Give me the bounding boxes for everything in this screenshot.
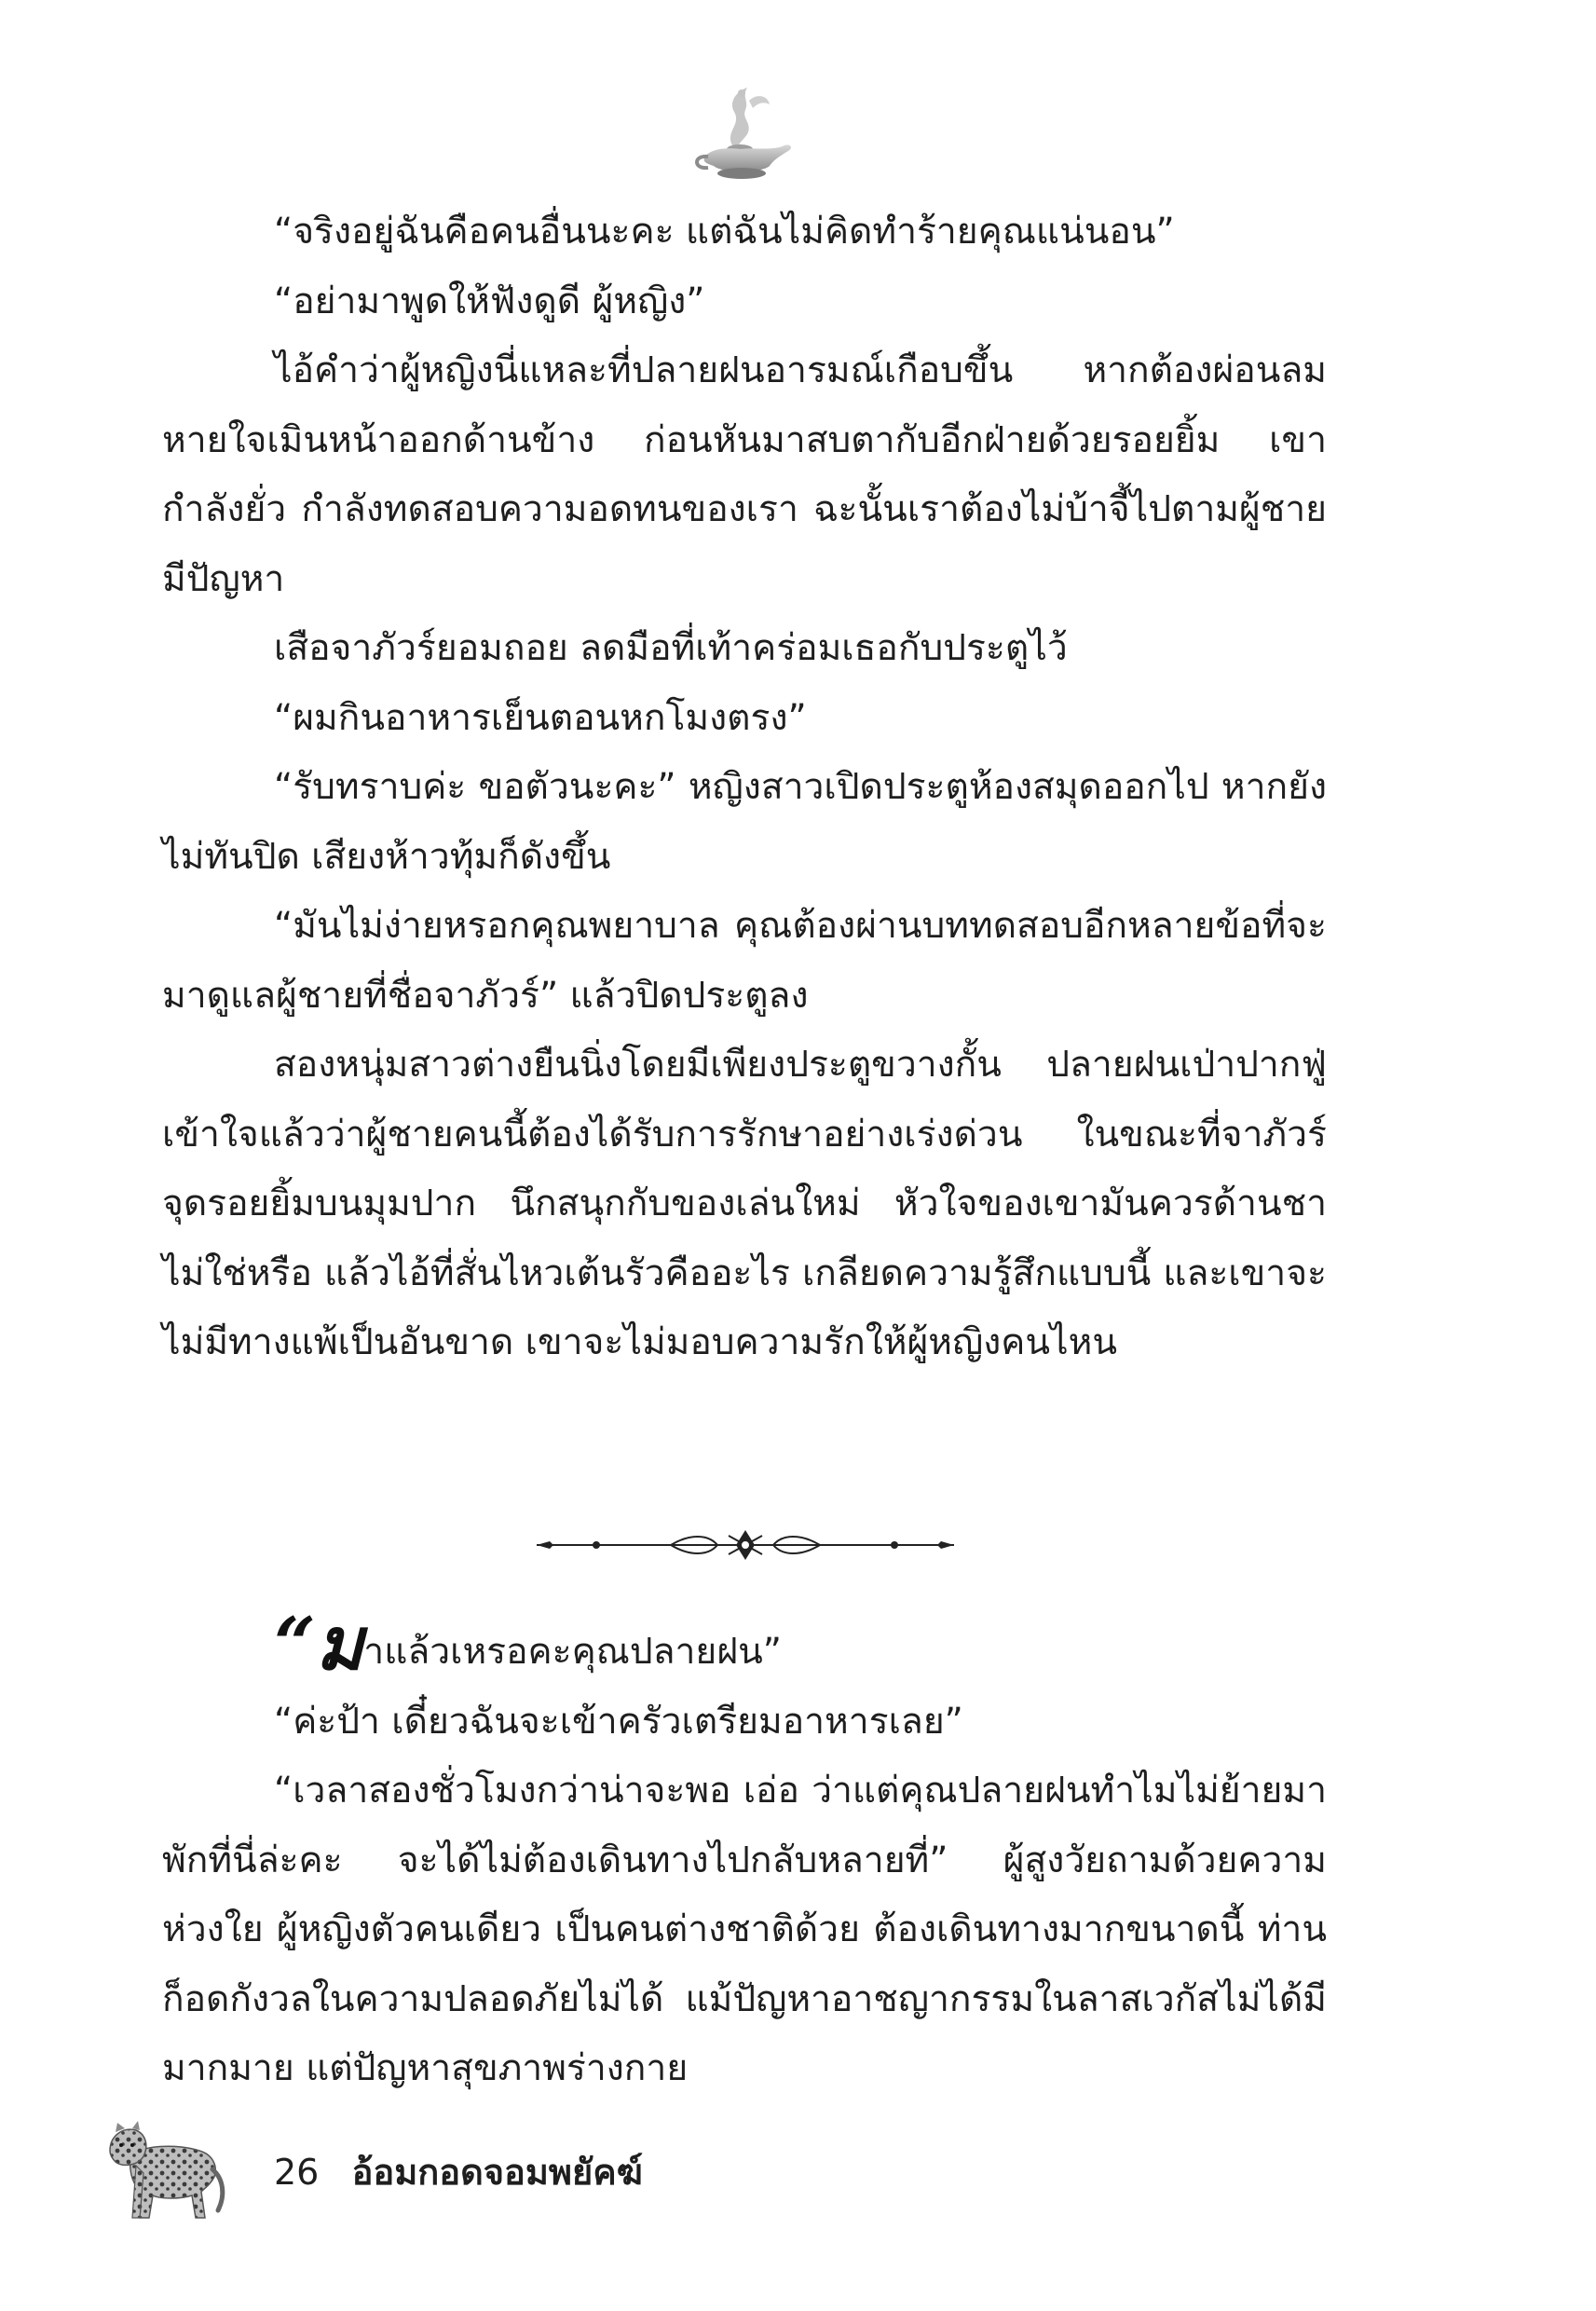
paragraph: “ผมกินอาหารเย็นตอนหกโมงตรง” xyxy=(274,696,807,739)
genie-lamp-icon xyxy=(688,80,799,185)
paragraph: สองหนุ่มสาวต่างยืนนิ่งโดยมีเพียงประตูขวางกั้น ปลายฝนเป่าปากฟู่ เข้าใจแล้วว่าผู้ชายคนนี้ต้องได้รับการรักษาอย่างเร่งด่วน ในขณะที่จาภัวร์จุดรอยยิ้มบนมุมปาก นึกสนุกกับของเล่นใหม่ หัวใจของเขามันควรด้านชาไม่ใช่หรือ แล้วไอ้ที่สั่นไหวเต้นรัวคืออะไร เกลียดความรู้สึกแบบนี้ และเขาจะไม่มีทางแพ้เป็นอันขาด เขาจะไม่มอบความรักให้ผู้หญิงคนไหน xyxy=(162,1044,1327,1363)
paragraph: “จริงอยู่ฉันคือคนอื่นนะคะ แต่ฉันไม่คิดทำร้ายคุณแน่นอน” xyxy=(274,211,1175,253)
paragraph: “รับทราบค่ะ ขอตัวนะคะ” หญิงสาวเปิดประตูห้องสมุดออกไป หากยังไม่ทันปิด เสียงห้าวทุ้มก็ดังขึ้น xyxy=(162,766,1327,878)
page-number: 26 xyxy=(274,2152,320,2193)
paragraph: “ค่ะป้า เดี๋ยวฉันจะเข้าครัวเตรียมอาหารเลย” xyxy=(274,1700,963,1743)
body-text-top xyxy=(162,198,1327,1378)
page-footer xyxy=(0,2108,1596,2238)
book-title: อ้อมกอดจอมพยัคฆ์ xyxy=(351,2152,643,2193)
paragraph: “มันไม่ง่ายหรอกคุณพยาบาล คุณต้องผ่านบททดสอบอีกหลายข้อที่จะมาดูแลผู้ชายที่ชื่อจาภัวร์” แล้วปิดประตูลง xyxy=(162,905,1327,1017)
paragraph: เสือจาภัวร์ยอมถอย ลดมือที่เท้าคร่อมเธอกับประตูไว้ xyxy=(274,627,1068,669)
footer-text xyxy=(274,2143,643,2200)
dropcap-letter: “ม xyxy=(274,1602,364,1687)
paragraph: “อย่ามาพูดให้ฟังดูดี ผู้หญิง” xyxy=(274,280,705,322)
paragraph: ไอ้คำว่าผู้หญิงนี่แหละที่ปลายฝนอารมณ์เกือบขึ้น หากต้องผ่อนลมหายใจเมินหน้าออกด้านข้าง ก่อนหันมาสบตากับอีกฝ่ายด้วยรอยยิ้ม เขากำลังยั่ว กำลังทดสอบความอดทนของเรา ฉะนั้นเราต้องไม่บ้าจี้ไปตามผู้ชายมีปัญหา xyxy=(162,349,1327,600)
leopard-icon xyxy=(102,2113,228,2225)
body-text-bottom xyxy=(162,1602,1327,2104)
dropcap-rest: าแล้วเหรอคะคุณปลายฝน” xyxy=(363,1631,782,1673)
dropcap-paragraph xyxy=(162,1602,1327,1688)
paragraph: “เวลาสองชั่วโมงกว่าน่าจะพอ เอ่อ ว่าแต่คุณปลายฝนทำไมไม่ย้ายมาพักที่นี่ล่ะคะ จะได้ไม่ต้องเดินทางไปกลับหลายที่” ผู้สูงวัยถามด้วยความห่วงใย ผู้หญิงตัวคนเดียว เป็นคนต่างชาติด้วย ต้องเดินทางมากขนาดนี้ ท่านก็อดกังวลในความปลอดภัยไม่ได้ แม้ปัญหาอาชญากรรมในลาสเวกัสไม่ได้มีมากมาย แต่ปัญหาสุขภาพร่างกาย xyxy=(162,1770,1327,2089)
ornamental-divider xyxy=(531,1528,960,1562)
